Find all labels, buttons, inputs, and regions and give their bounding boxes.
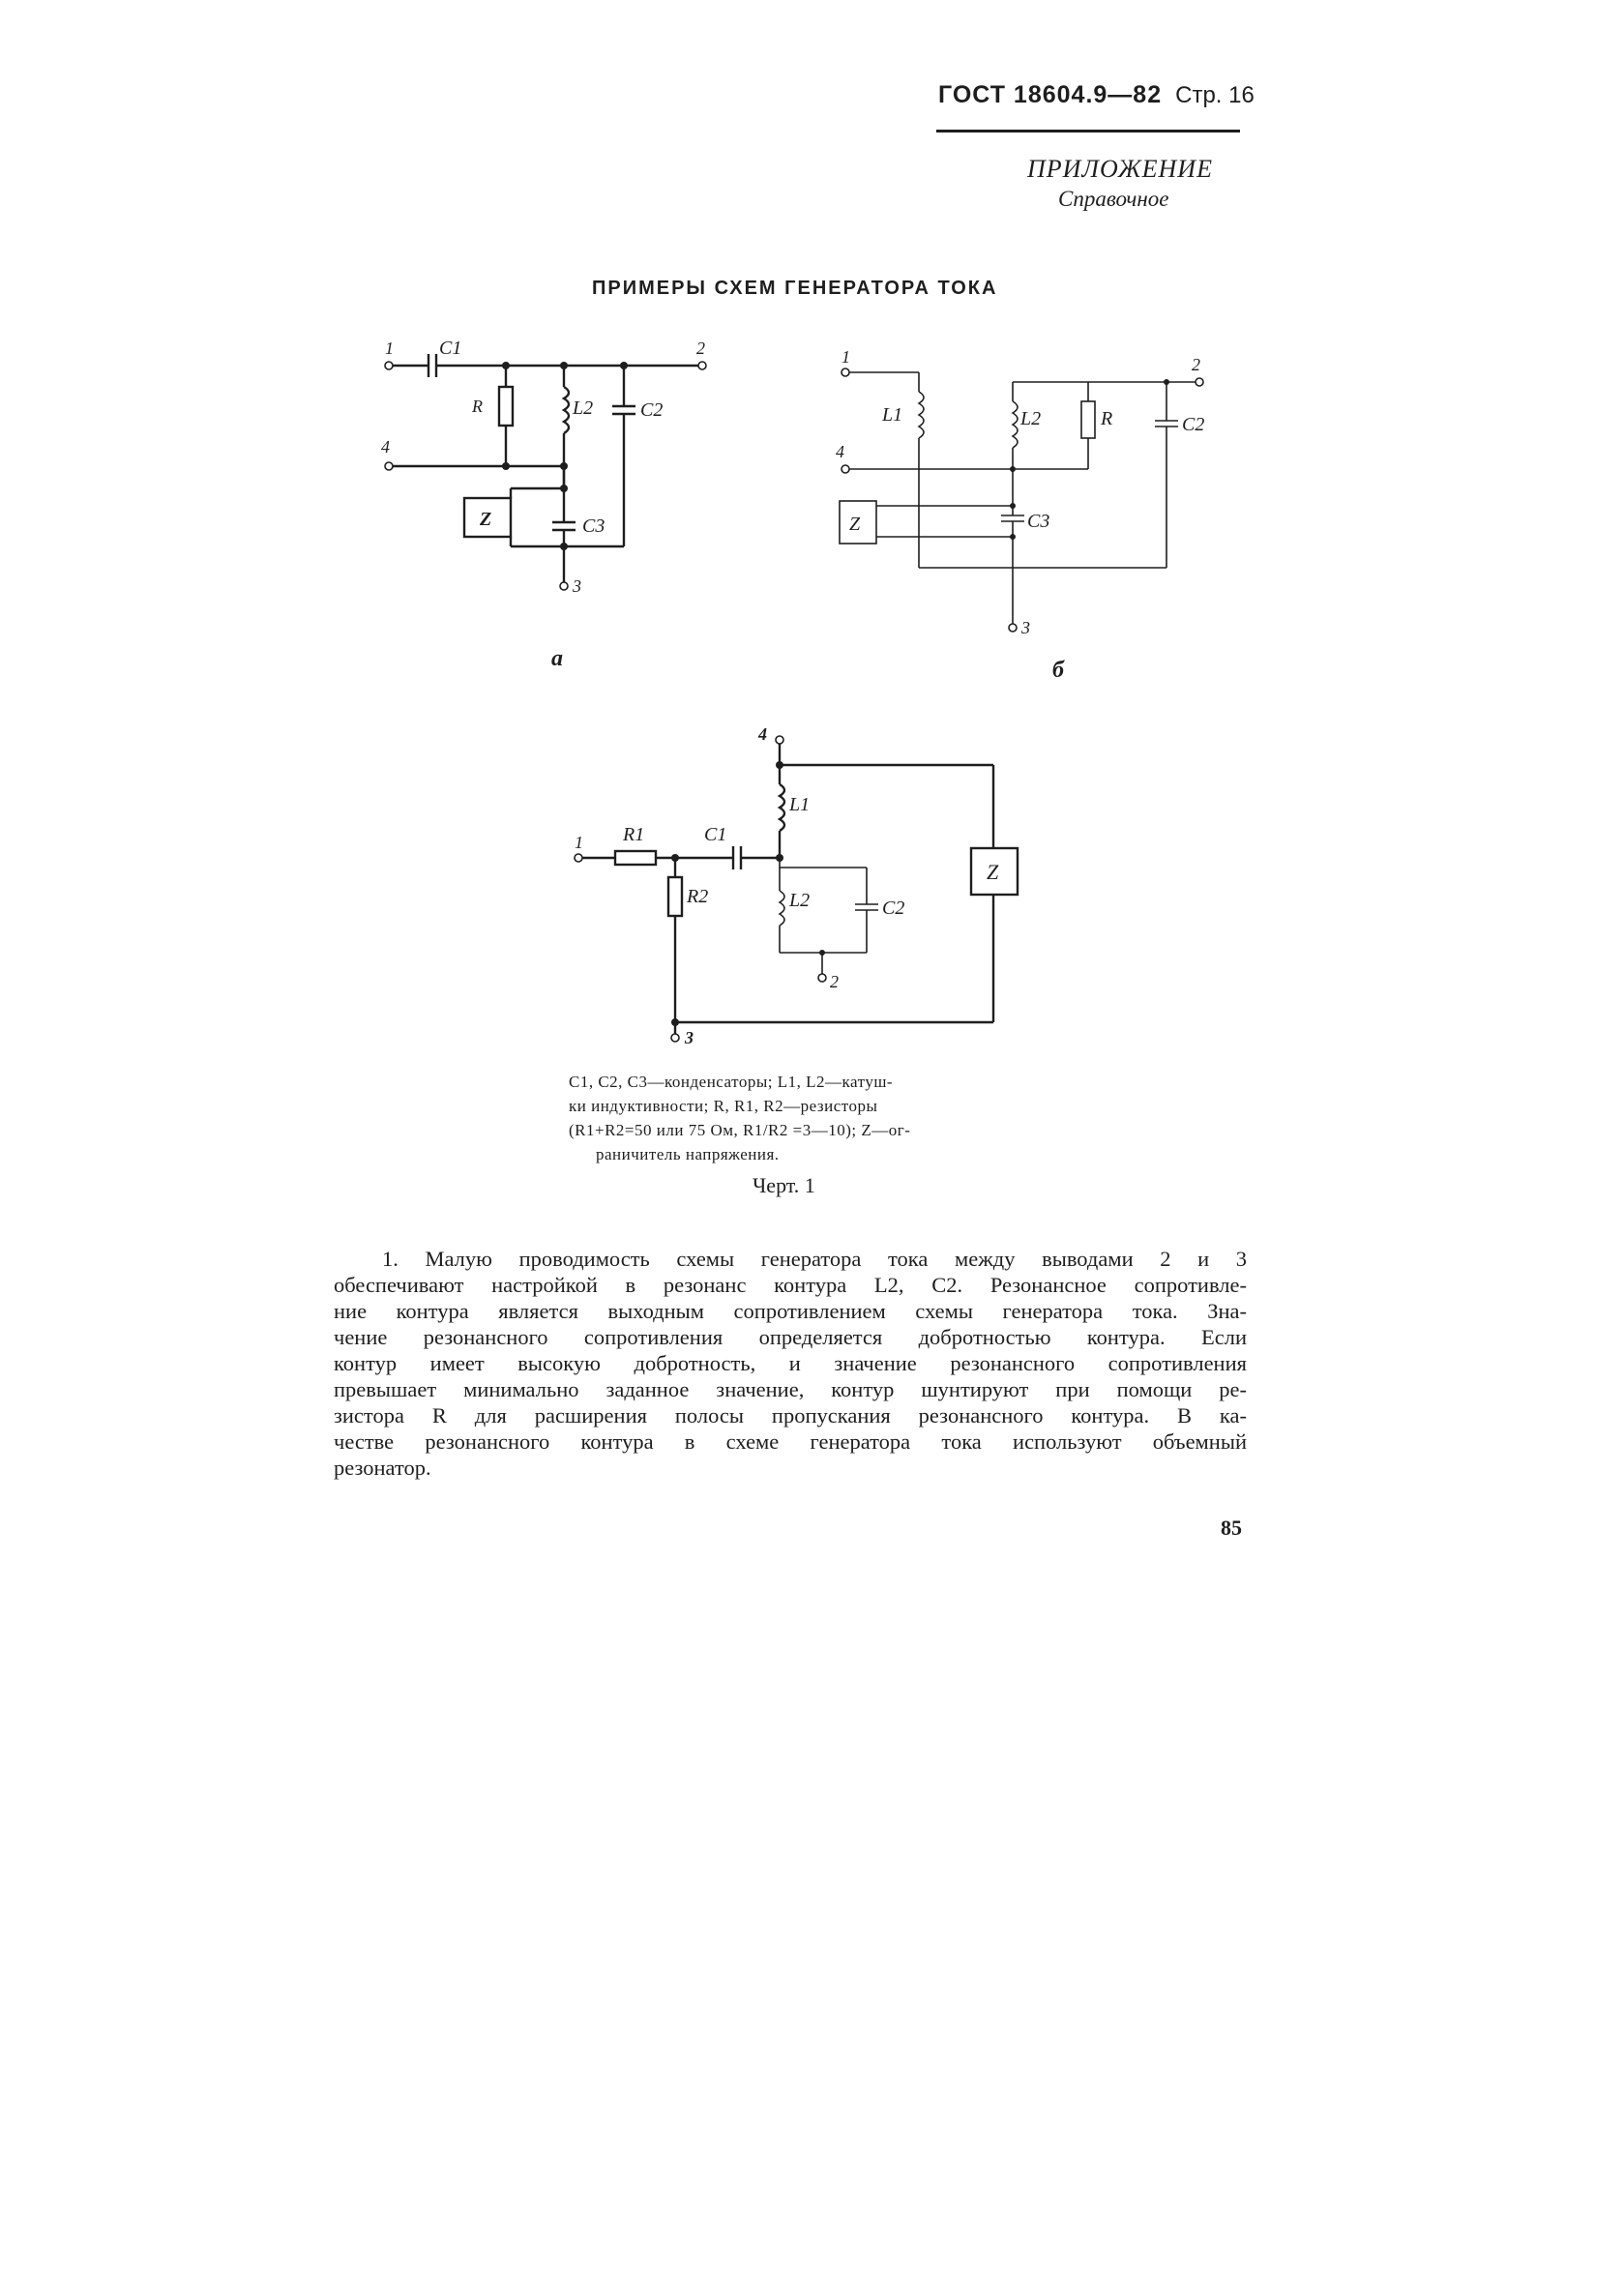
c3-label: C3	[1027, 511, 1050, 532]
standard-number: ГОСТ 18604.9—82	[938, 81, 1163, 108]
figure-name: Черт. 1	[753, 1173, 815, 1197]
header-rule	[936, 130, 1240, 132]
terminal-3-label: 3	[573, 576, 581, 596]
paragraph-line: ние контура является выходным сопротивлением схемы генератора тока. Зна-	[334, 1299, 1247, 1323]
caption-line: C1, C2, C3—конденсаторы; L1, L2—катуш-	[569, 1073, 894, 1091]
c3-label: C3	[582, 515, 605, 537]
l2-label: L2	[1020, 408, 1042, 429]
resistor-r	[1081, 401, 1095, 438]
figure-label-a: а	[551, 646, 563, 671]
paragraph-line: обеспечивают настройкой в резонанс контура L2, C2. Резонансное сопротивле-	[334, 1273, 1247, 1297]
paragraph-line: контур имеет высокую добротность, и значение резонансного сопротивления	[334, 1351, 1247, 1375]
inductor-l2	[1013, 401, 1018, 448]
terminal-4-label: 4	[758, 724, 767, 744]
z-label: Z	[987, 860, 999, 884]
c2-label: C2	[882, 898, 905, 919]
terminal-3-label: 3	[685, 1028, 694, 1047]
paragraph-line: чение резонансного сопротивления определяется добротностью контура. Если	[334, 1325, 1247, 1349]
paragraph-line: резонатор.	[334, 1456, 431, 1480]
page-reference: Стр. 16	[1175, 82, 1255, 108]
resistor-r2	[668, 877, 682, 916]
terminal-3-label: 3	[1021, 618, 1030, 637]
r2-label: R2	[687, 886, 709, 907]
l2-label: L2	[573, 397, 594, 419]
l1-label: L1	[882, 404, 903, 426]
page-number: 85	[1221, 1516, 1242, 1540]
figure-caption	[569, 1070, 1025, 1166]
terminal-1-label: 1	[575, 833, 583, 852]
c2-label: C2	[640, 399, 664, 421]
c1-label: C1	[439, 338, 462, 359]
l1-label: L1	[789, 794, 811, 815]
l2-label: L2	[789, 890, 811, 911]
terminal-2-label: 2	[830, 972, 839, 991]
paragraph-line: превышает минимально заданное значение, контур шунтируют при помощи ре-	[334, 1377, 1247, 1401]
paragraph-line: 1. Малую проводимость схемы генератора тока между выводами 2 и 3	[382, 1247, 1247, 1271]
inductor-l2	[564, 387, 569, 433]
section-title: ПРИМЕРЫ СХЕМ ГЕНЕРАТОРА ТОКА	[592, 278, 998, 299]
document-header	[938, 81, 1255, 109]
r1-label: R1	[623, 824, 645, 845]
r-label: R	[472, 397, 483, 416]
terminal-4-label: 4	[381, 437, 390, 456]
paragraph-line: зистора R для расширения полосы пропускания резонансного контура. В ка-	[334, 1403, 1247, 1428]
caption-line: (R1+R2=50 или 75 Ом, R1/R2 =3—10); Z—ог-	[569, 1121, 911, 1139]
terminal-2-label: 2	[696, 339, 705, 358]
figure-label-b: б	[1052, 658, 1064, 683]
c1-label: C1	[704, 824, 727, 845]
caption-line: раничитель напряжения.	[596, 1145, 780, 1163]
resistor-r	[499, 387, 513, 426]
circuit-diagram-c	[561, 721, 1025, 1049]
terminal-1-node	[385, 362, 393, 369]
caption-line: ки индуктивности; R, R1, R2—резисторы	[569, 1097, 878, 1115]
resistor-r1	[615, 851, 656, 865]
inductor-l1	[780, 784, 784, 831]
terminal-1-label: 1	[385, 339, 394, 358]
inductor-l1	[919, 392, 924, 438]
appendix-title: ПРИЛОЖЕНИЕ	[1027, 155, 1213, 183]
terminal-1-label: 1	[842, 347, 850, 367]
inductor-l2	[780, 891, 784, 926]
terminal-2-label: 2	[1192, 355, 1200, 374]
z-label: Z	[849, 514, 861, 535]
appendix-subtitle: Справочное	[1058, 187, 1169, 211]
circuit-diagram-b	[822, 343, 1228, 653]
r-label: R	[1101, 408, 1113, 429]
z-label: Z	[480, 509, 492, 530]
paragraph-line: честве резонансного контура в схеме генератора тока используют объемный	[334, 1429, 1247, 1454]
terminal-4-label: 4	[836, 442, 844, 461]
circuit-diagram-a	[368, 329, 735, 609]
body-paragraph	[334, 1246, 1247, 1481]
c2-label: C2	[1182, 414, 1205, 435]
